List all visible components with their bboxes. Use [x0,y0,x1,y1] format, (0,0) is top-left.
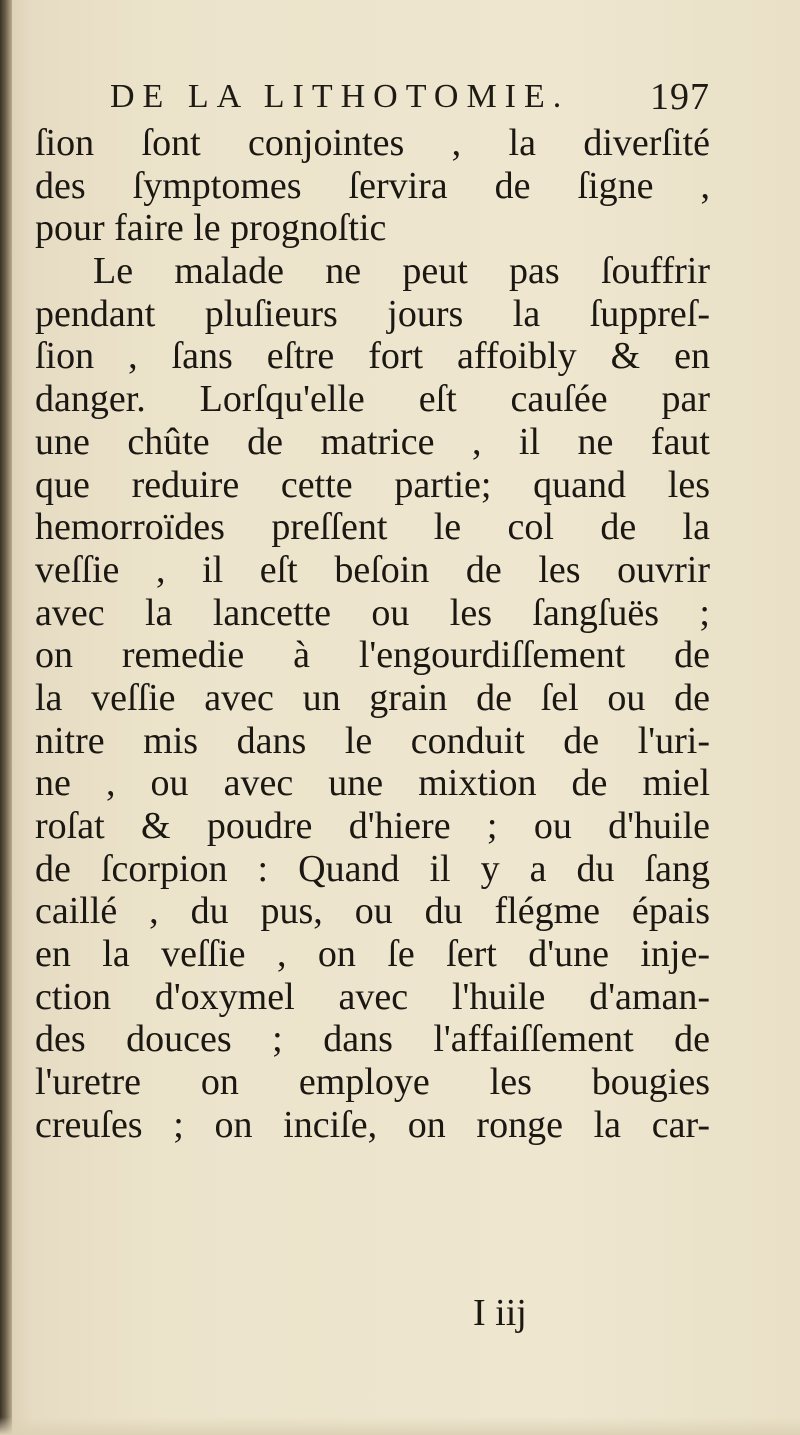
text-line: pendant pluſieurs jours la ſuppreſ- [35,292,710,335]
text-line: des douces ; dans l'affaiſſement de [35,1018,710,1061]
text-line: danger. Lorſqu'elle eſt cauſée par [35,378,710,421]
text-line: roſat & poudre d'hiere ; ou d'huile [35,805,710,847]
text-line: l'uretre on employe les bougies [35,1061,710,1104]
text-line: des ſymptomes ſervira de ſigne , [35,164,710,207]
text-line: en la veſſie , on ſe ſert d'une inje- [35,933,710,976]
text-line: creuſes ; on inciſe, on ronge la car- [35,1103,710,1146]
text-line: veſſie , il eſt beſoin de les ouvrir [35,548,710,591]
text-line: on remedie à l'engourdiſſement de [35,634,710,677]
spine-shadow [0,0,12,1435]
text-line: une chûte de matrice , il ne faut [35,420,710,463]
text-line: avec la lancette ou les ſangſuës ; [35,591,710,634]
signature-mark: I iij [473,1292,527,1334]
text-line: ction d'oxymel avec l'huile d'aman- [35,975,710,1018]
text-line: la veſſie avec un grain de ſel ou de [35,676,710,719]
text-line: hemorroïdes preſſent le col de la [35,506,710,549]
text-line: ſion ſont conjointes , la diverſité [35,122,710,164]
text-line: que reduire cette partie; quand les [35,463,710,506]
page-bottom-edge [0,1417,800,1435]
text-line: ne , ou avec une mixtion de miel [35,762,710,805]
running-head-title: DE LA LITHOTOMIE. [110,78,570,115]
body-text [35,122,710,1147]
page-number: 197 [650,76,710,118]
text-line: Le malade ne peut pas ſouffrir [93,250,710,293]
running-head [110,72,710,122]
text-line: ſion , ſans eſtre fort affoibly & en [35,335,710,378]
text-line: nitre mis dans le conduit de l'uri- [35,719,710,762]
text-line: de ſcorpion : Quand il y a du ſang [35,847,710,890]
text-line: pour faire le prognoſtic [35,207,387,250]
text-line: caillé , du pus, ou du flégme épais [35,890,710,933]
